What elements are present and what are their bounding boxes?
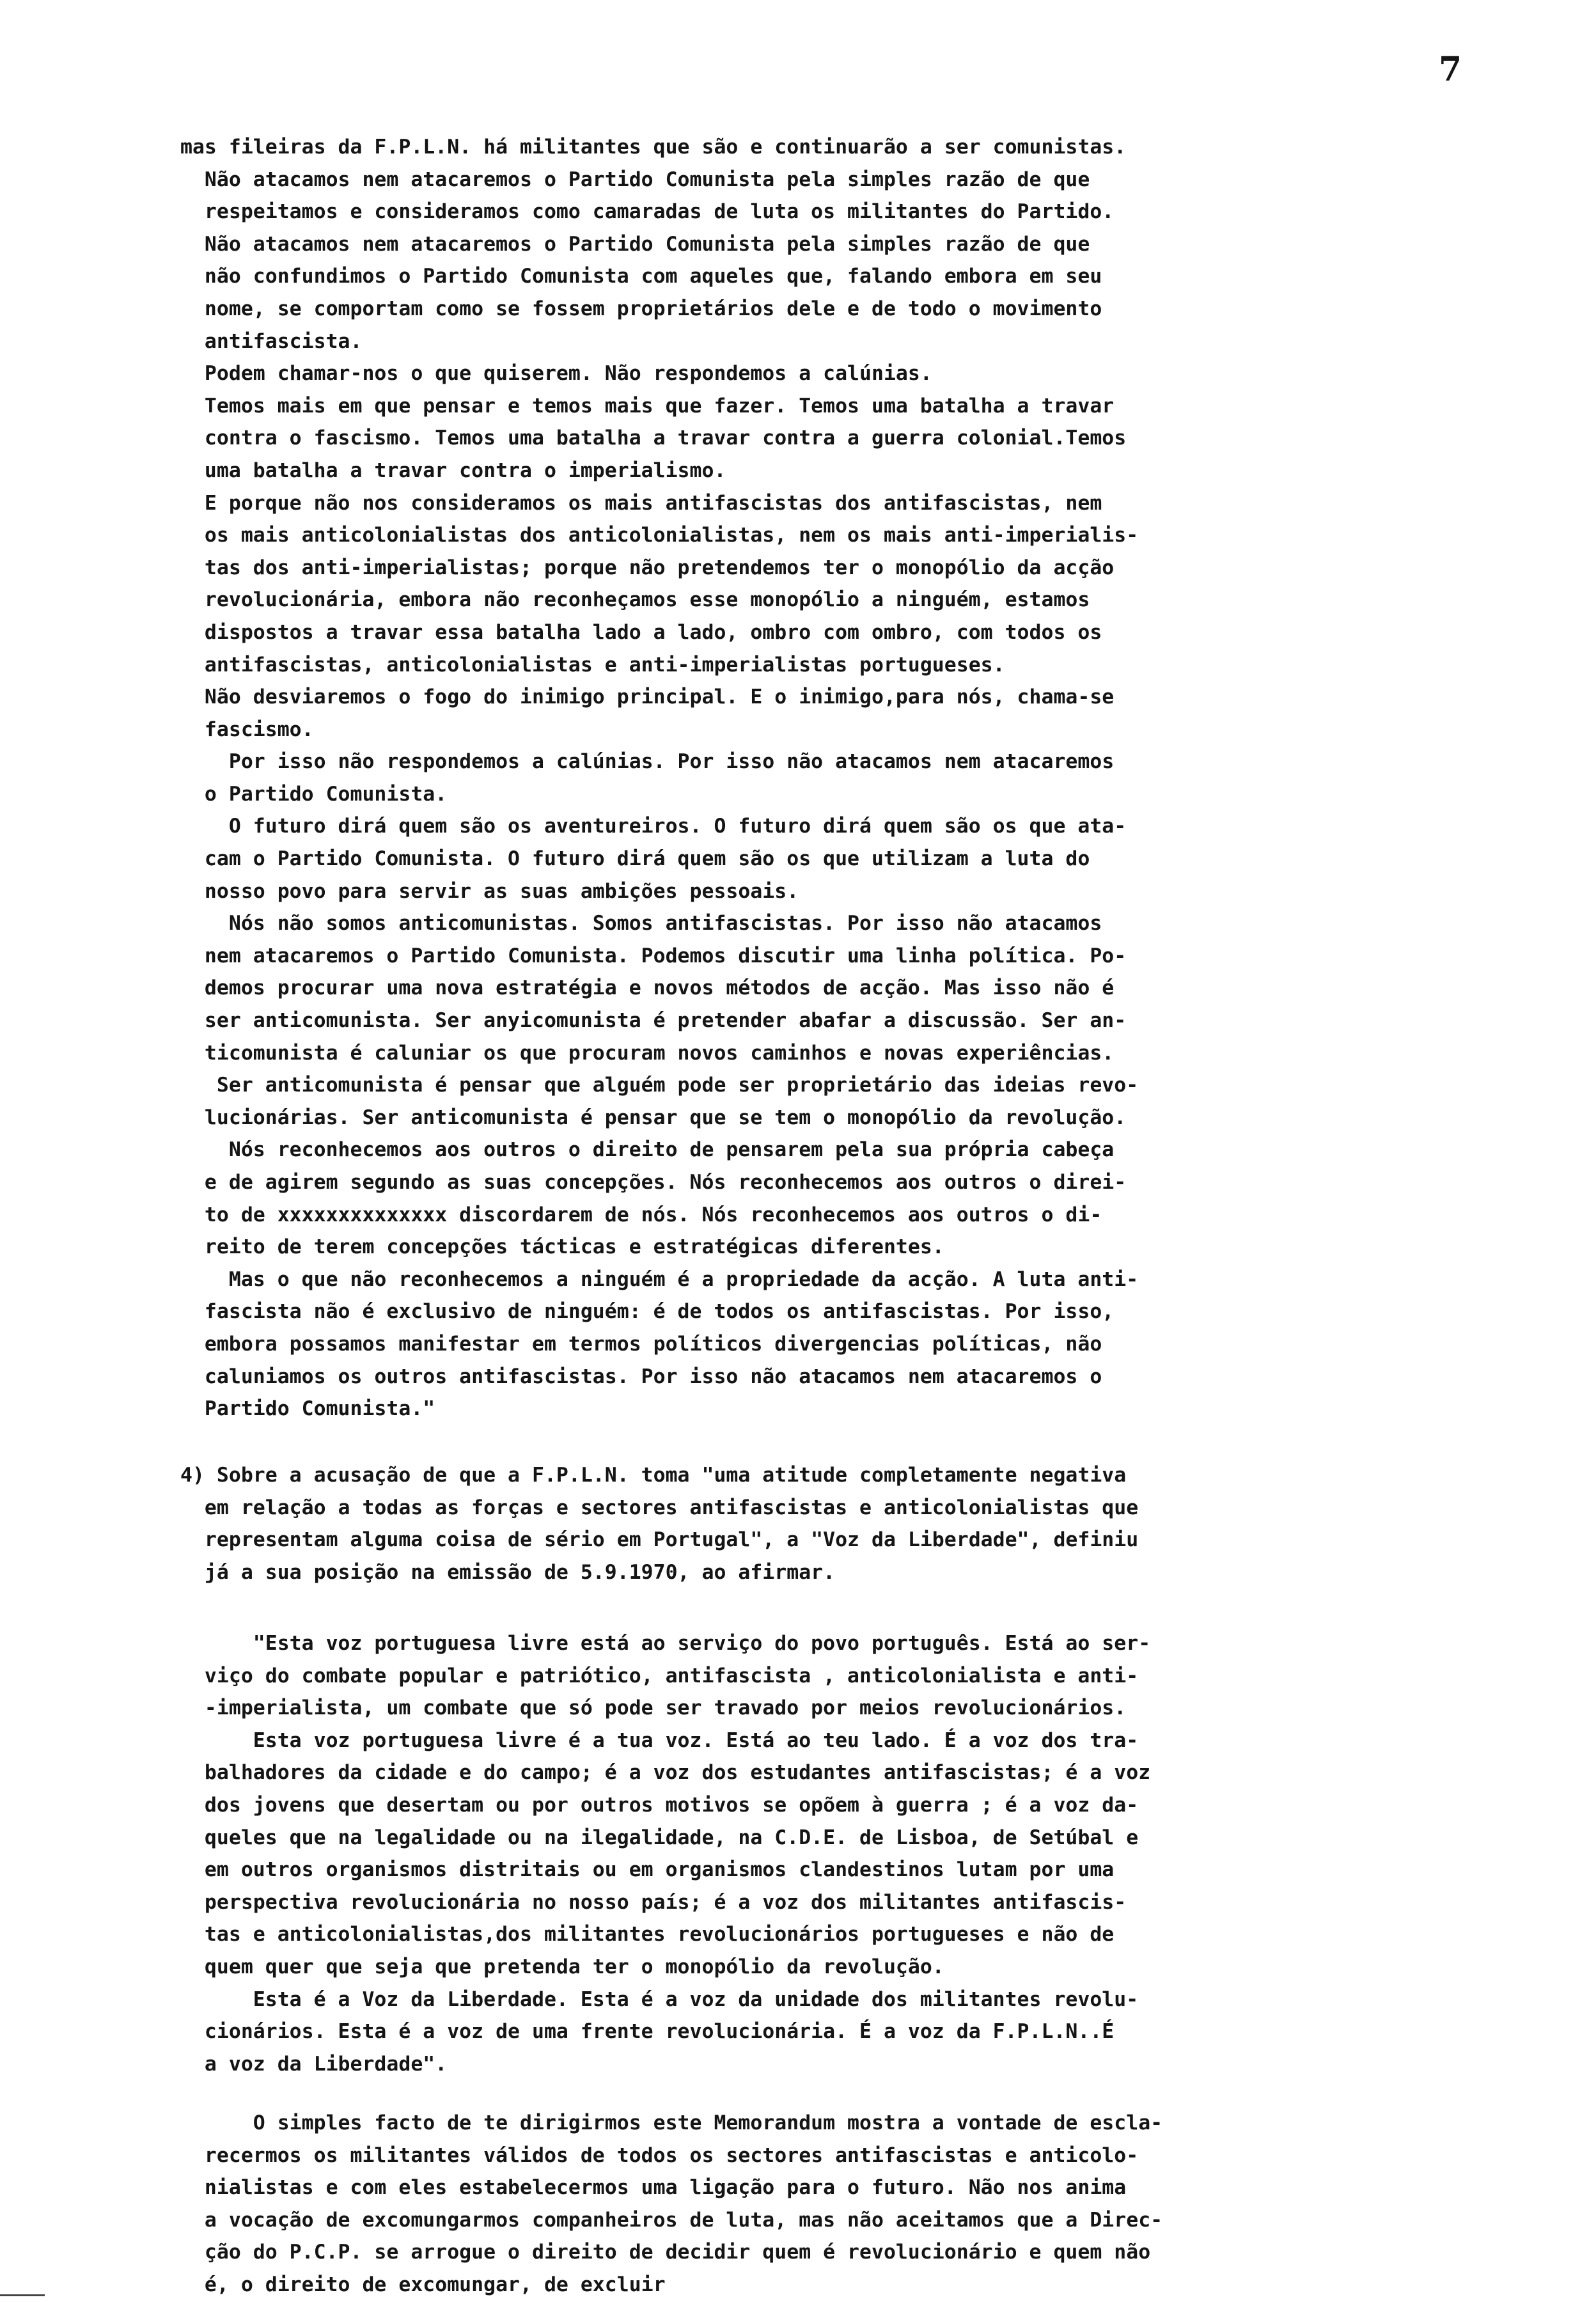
text-line: Podem chamar-nos o que quiserem. Não respondemos a calúnias.	[180, 362, 932, 386]
text-line: to de xxxxxxxxxxxxxx discordarem de nós. Nós reconhecemos aos outros o di-	[180, 1203, 1102, 1226]
scan-edge-mark	[0, 2294, 45, 2296]
text-line: tas dos anti-imperialistas; porque não pretendemos ter o monopólio da acção	[180, 556, 1115, 579]
radio-broadcast-quote	[180, 1627, 1549, 2080]
text-line: dispostos a travar essa batalha lado a lado, ombro com ombro, com todos os	[180, 620, 1102, 644]
text-line: recermos os militantes válidos de todos os sectores antifascistas e anticolo-	[180, 2143, 1139, 2167]
text-line: antifascistas, anticolonialistas e anti-imperialistas portugueses.	[180, 653, 1005, 677]
text-line: caluniamos os outros antifascistas. Por isso não atacamos nem atacaremos o	[180, 1365, 1102, 1388]
text-line: O simples facto de te dirigirmos este Memorandum mostra a vontade de escla-	[180, 2111, 1163, 2134]
text-line: ção do P.C.P. se arrogue o direito de decidir quem é revolucionário e quem não	[180, 2241, 1151, 2264]
text-line: Esta é a Voz da Liberdade. Esta é a voz da unidade dos militantes revolu-	[180, 1987, 1139, 2011]
text-line: reito de terem concepções tácticas e estratégicas diferentes.	[180, 1235, 944, 1259]
text-line: o Partido Comunista.	[180, 782, 448, 806]
text-line: 4) Sobre a acusação de que a F.P.L.N. toma "uma atitude completamente negativa	[180, 1464, 1127, 1487]
text-line: Nós não somos anticomunistas. Somos antifascistas. Por isso não atacamos	[180, 912, 1102, 936]
text-line: dos jovens que desertam ou por outros motivos se opõem à guerra ; é a voz da-	[180, 1793, 1139, 1817]
text-line: Não desviaremos o fogo do inimigo principal. E o inimigo,para nós, chama-se	[180, 685, 1115, 709]
text-line: balhadores da cidade e do campo; é a voz dos estudantes antifascistas; é a voz	[180, 1761, 1151, 1785]
text-line: Não atacamos nem atacaremos o Partido Comunista pela simples razão de que	[180, 168, 1090, 191]
text-line: não confundimos o Partido Comunista com aqueles que, falando embora em seu	[180, 265, 1102, 288]
text-line: Mas o que não reconhecemos a ninguém é a propriedade da acção. A luta anti-	[180, 1267, 1139, 1291]
text-line: a voz da Liberdade".	[180, 2052, 448, 2076]
text-line: respeitamos e consideramos como camaradas de luta os militantes do Partido.	[180, 200, 1115, 224]
text-line: uma batalha a travar contra o imperialismo.	[180, 458, 726, 482]
text-line: cam o Partido Comunista. O futuro dirá quem são os que utilizam a luta do	[180, 847, 1090, 871]
text-line: viço do combate popular e patriótico, antifascista , anticolonialista e anti-	[180, 1664, 1139, 1687]
text-line: já a sua posição na emissão de 5.9.1970, ao afirmar.	[180, 1560, 836, 1584]
text-line: quem quer que seja que pretenda ter o monopólio da revolução.	[180, 1955, 944, 1978]
text-line: nem atacaremos o Partido Comunista. Podemos discutir uma linha política. Po-	[180, 944, 1127, 967]
text-line: antifascista.	[180, 329, 363, 353]
text-line: contra o fascismo. Temos uma batalha a travar contra a guerra colonial.Temos	[180, 427, 1127, 450]
text-line: O futuro dirá quem são os aventureiros. O futuro dirá quem são os que ata-	[180, 815, 1127, 838]
text-line: embora possamos manifestar em termos políticos divergencias políticas, não	[180, 1332, 1102, 1356]
text-line: E porque não nos consideramos os mais antifascistas dos antifascistas, nem	[180, 491, 1102, 515]
text-line: demos procurar uma nova estratégia e novos métodos de acção. Mas isso não é	[180, 976, 1115, 1000]
text-line: ser anticomunista. Ser anyicomunista é pretender abafar a discussão. Ser an-	[180, 1009, 1127, 1033]
text-line: nome, se comportam como se fossem proprietários dele e de todo o movimento	[180, 297, 1102, 320]
text-line: fascismo.	[180, 717, 314, 741]
closing-paragraph	[180, 2107, 1549, 2301]
text-line: é, o direito de excomungar, de excluir	[180, 2273, 666, 2296]
text-line: queles que na legalidade ou na ilegalidade, na C.D.E. de Lisboa, de Setúbal e	[180, 1826, 1139, 1849]
text-line: Nós reconhecemos aos outros o direito de pensarem pela sua própria cabeça	[180, 1138, 1115, 1162]
text-line: lucionárias. Ser anticomunista é pensar que se tem o monopólio da revolução.	[180, 1106, 1127, 1129]
text-line: tas e anticolonialistas,dos militantes revolucionários portugueses e não de	[180, 1923, 1115, 1946]
text-line: Partido Comunista."	[180, 1397, 435, 1421]
text-line: Ser anticomunista é pensar que alguém pode ser proprietário das ideias revo-	[180, 1074, 1139, 1097]
text-line: Não atacamos nem atacaremos o Partido Comunista pela simples razão de que	[180, 232, 1090, 256]
text-line: Temos mais em que pensar e temos mais que fazer. Temos uma batalha a travar	[180, 394, 1115, 418]
text-line: Por isso não respondemos a calúnias. Por isso não atacamos nem atacaremos	[180, 750, 1115, 774]
quoted-statement-block	[180, 131, 1549, 1425]
text-line: os mais anticolonialistas dos anticolonialistas, nem os mais anti-imperialis-	[180, 524, 1139, 547]
text-line: em relação a todas as forças e sectores antifascistas e anticolonialistas que	[180, 1496, 1139, 1519]
text-line: fascista não é exclusivo de ninguém: é de todos os antifascistas. Por isso,	[180, 1300, 1115, 1324]
text-line: em outros organismos distritais ou em organismos clandestinos lutam por uma	[180, 1858, 1115, 1882]
page-number: 7	[1439, 50, 1462, 89]
text-line: nosso povo para servir as suas ambições pessoais.	[180, 879, 799, 903]
section-4-paragraph	[180, 1459, 1549, 1588]
text-line: e de agirem segundo as suas concepções. Nós reconhecemos aos outros o direi-	[180, 1171, 1127, 1194]
text-line: revolucionária, embora não reconheçamos esse monopólio a ninguém, estamos	[180, 588, 1090, 612]
text-line: ticomunista é caluniar os que procuram novos caminhos e novas experiências.	[180, 1041, 1115, 1065]
text-line: representam alguma coisa de sério em Portugal", a "Voz da Liberdade", definiu	[180, 1528, 1139, 1552]
text-line: nialistas e com eles estabelecermos uma ligação para o futuro. Não nos anima	[180, 2176, 1127, 2200]
text-line: perspectiva revolucionária no nosso país; é a voz dos militantes antifascis-	[180, 1890, 1127, 1914]
text-line: "Esta voz portuguesa livre está ao serviço do povo português. Está ao ser-	[180, 1632, 1151, 1655]
text-line: Esta voz portuguesa livre é a tua voz. Está ao teu lado. É a voz dos tra-	[180, 1728, 1139, 1752]
text-line: cionários. Esta é a voz de uma frente revolucionária. É a voz da F.P.L.N..É	[180, 2020, 1115, 2044]
text-line: mas fileiras da F.P.L.N. há militantes que são e continuarão a ser comunistas.	[180, 136, 1127, 159]
text-line: a vocação de excomungarmos companheiros de luta, mas não aceitamos que a Direc-	[180, 2208, 1163, 2232]
text-line: -imperialista, um combate que só pode ser travado por meios revolucionários.	[180, 1696, 1127, 1720]
